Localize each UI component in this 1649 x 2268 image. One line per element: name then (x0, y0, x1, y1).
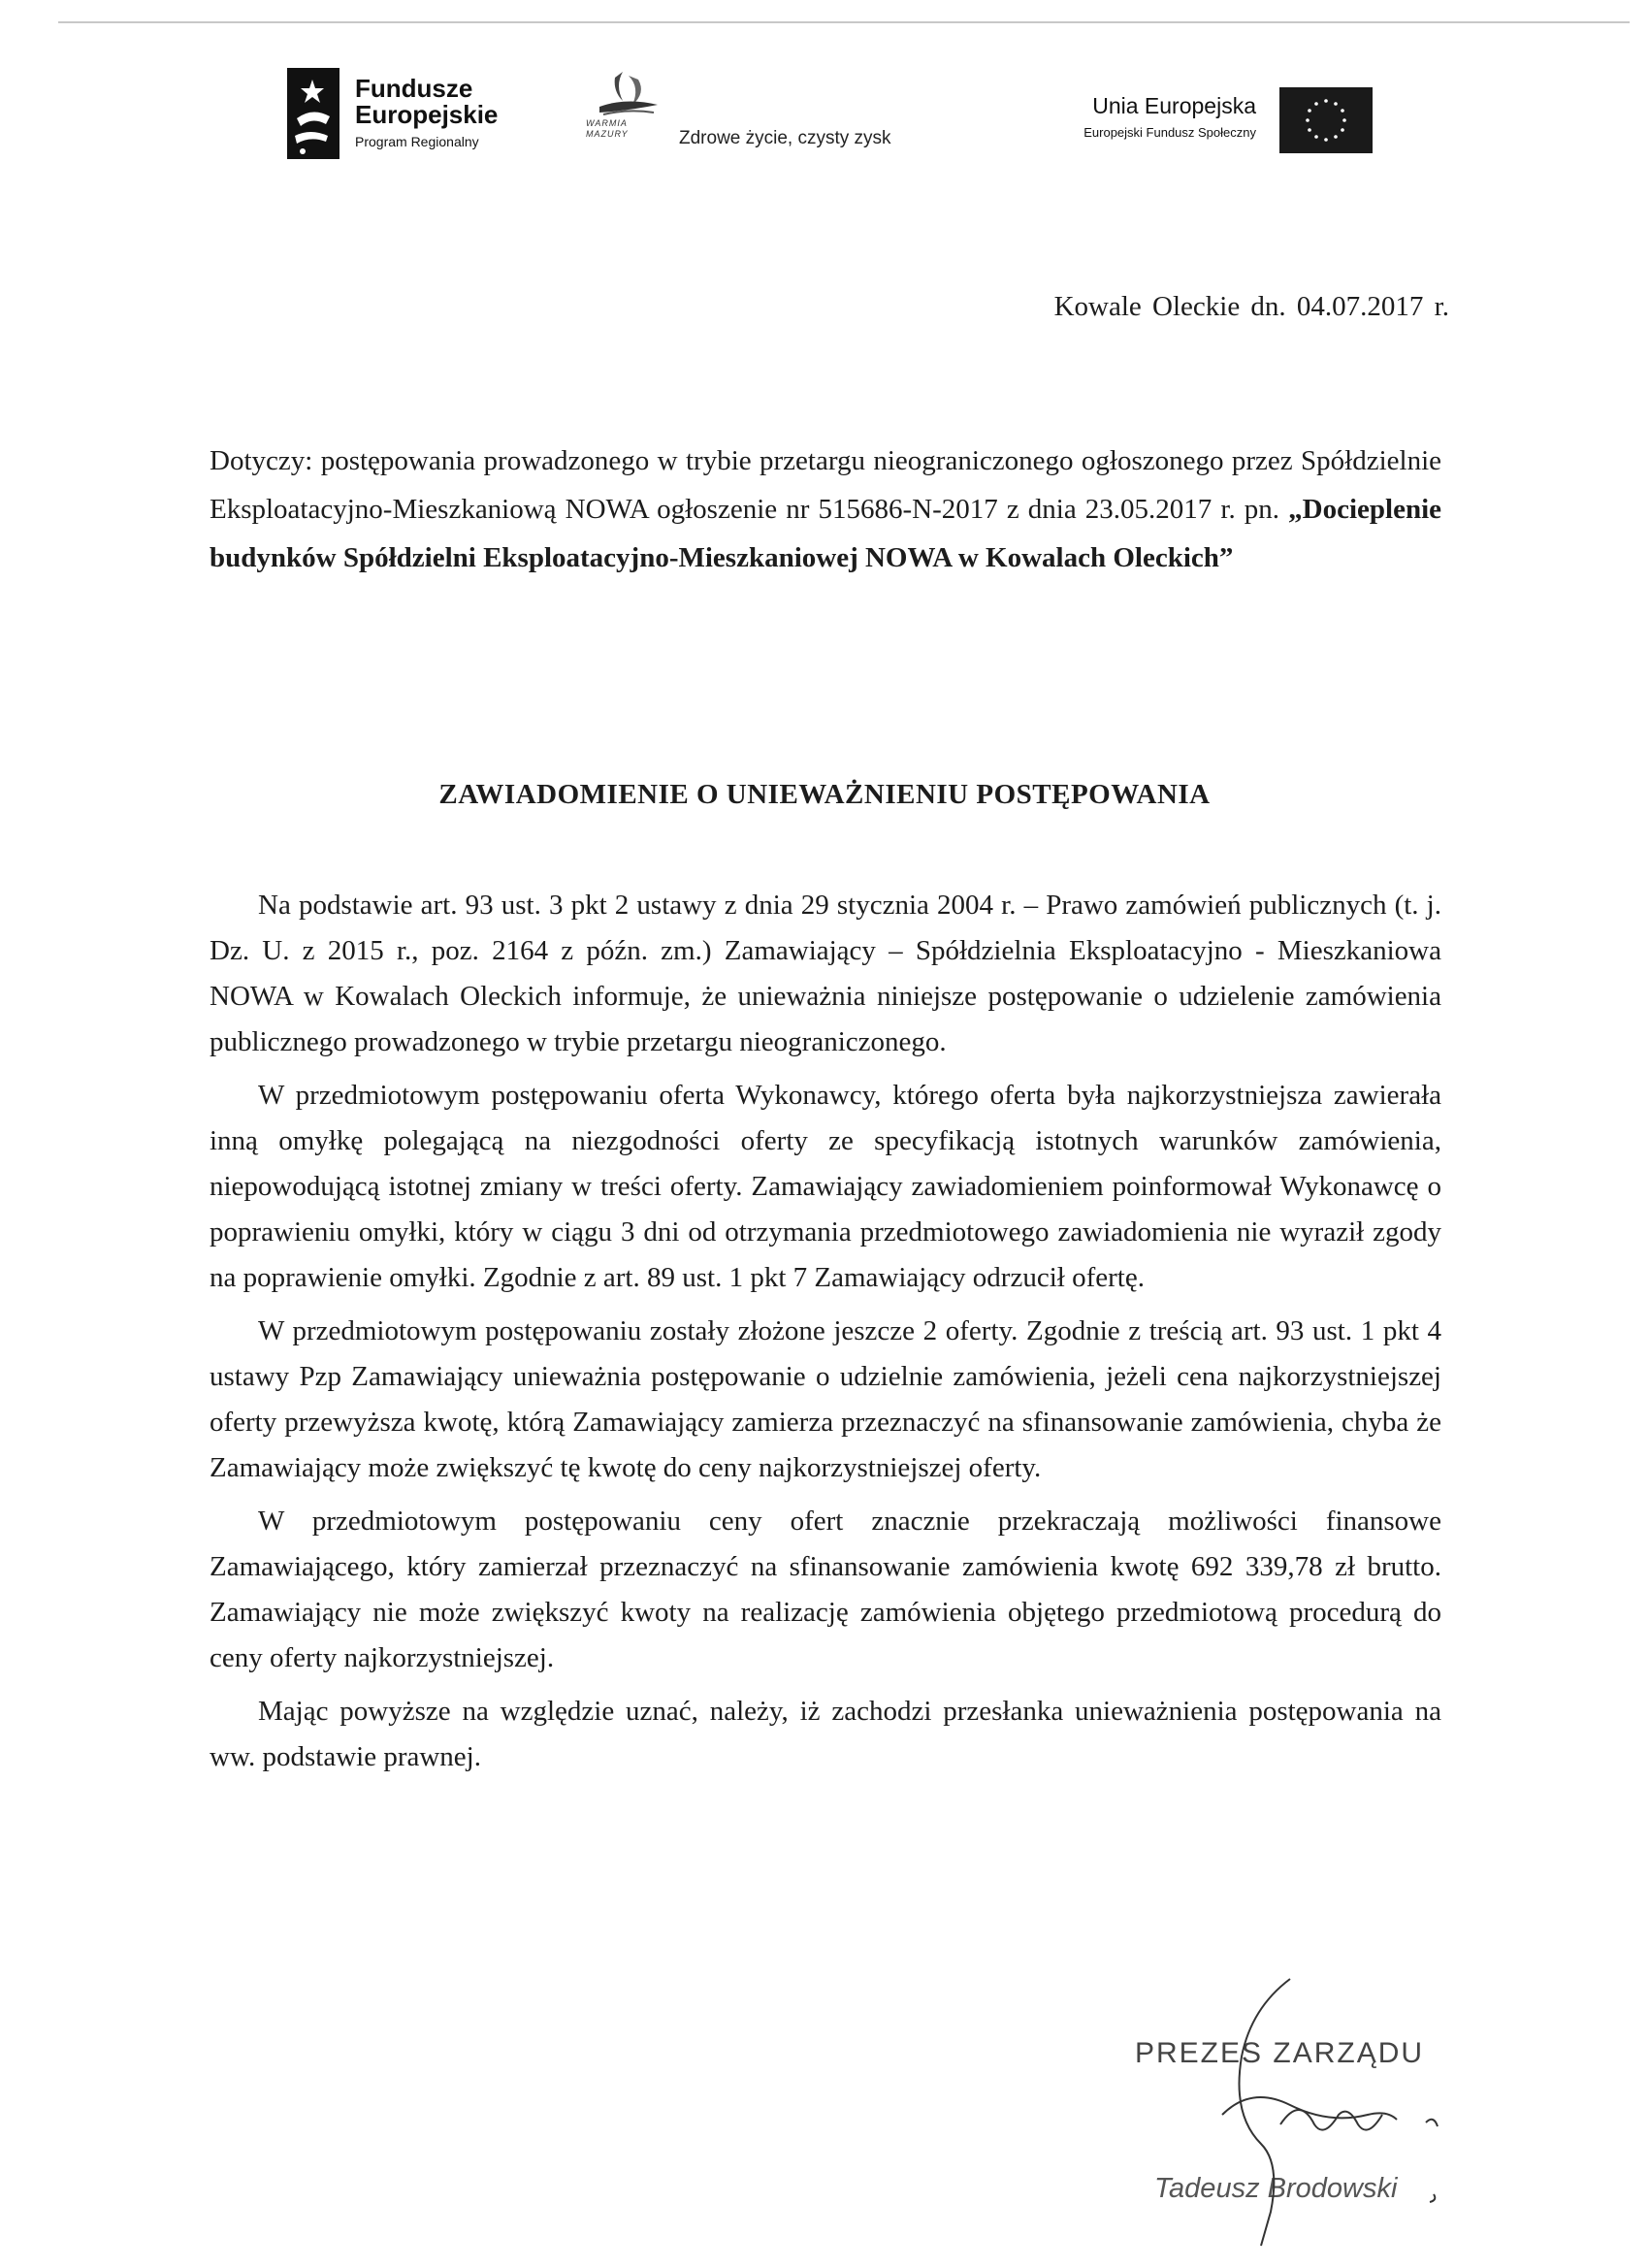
ue-logo-subtitle: Europejski Fundusz Społeczny (1083, 125, 1256, 140)
subject-intro: Dotyczy: postępowania prowadzonego w trybie przetargu nieograniczonego ogłoszonego przez Spółdzielnie Eksploatacyjno-Mieszkaniową NOWA ogłoszenie nr 515686-N-2017 z dnia 23.05.2017 r. pn. (210, 445, 1441, 525)
signature-stamp (1135, 2037, 1455, 2251)
handwritten-signature-icon (1135, 1969, 1455, 2251)
scan-top-rule (58, 21, 1630, 23)
paragraph: Mając powyższe na względzie uznać, należy, iż zachodzi przesłanka unieważnienia postępowania na ww. podstawie prawnej. (210, 1696, 1441, 1772)
fe-flag-icon (287, 68, 340, 159)
fe-logo-line3: Program Regionalny (355, 134, 479, 149)
wm-logo-sub2: MAZURY (586, 129, 629, 139)
signature-name: Tadeusz Brodowski (1154, 2173, 1398, 2204)
body-text (210, 883, 1441, 1788)
subject-title: „Docieplenie budynków Spółdzielni Eksploatacyjno-Mieszkaniowej NOWA w Kowalach Oleckich” (210, 494, 1441, 573)
paragraph: W przedmiotowym postępowaniu ceny ofert znacznie przekraczają możliwości finansowe Zamawiającego, który zamierzał przeznaczyć na sfinansowanie zamówienia kwotę 692 339,78 zł brutto. Zamawiający nie może zwiększyć kwoty na realizację zamówienia objętego przedmiotową procedurą do ceny oferty najkorzystniejszej. (210, 1506, 1441, 1673)
paragraph: W przedmiotowym postępowaniu zostały złożone jeszcze 2 oferty. Zgodnie z treścią art. 93 ust. 1 pkt 4 ustawy Pzp Zamawiający unieważnia postępowanie o udzielnie zamówienia, jeżeli cena najkorzystniejszej oferty przewyższa kwotę, którą Zamawiający zamierza przeznaczyć na sfinansowanie zamówienia, chyba że Zamawiający może zwiększyć tę kwotę do ceny najkorzystniejszej oferty. (210, 1315, 1441, 1483)
fe-logo-line1: Fundusze (355, 74, 473, 103)
document-heading: ZAWIADOMIENIE O UNIEWAŻNIENIU POSTĘPOWANIA (438, 779, 1211, 810)
paragraph: Na podstawie art. 93 ust. 3 pkt 2 ustawy z dnia 29 stycznia 2004 r. – Prawo zamówień publicznych (t. j. Dz. U. z 2015 r., poz. 2164 z późn. zm.) Zamawiający – Spółdzielnia Eksploatacyjno - Mieszkaniowa NOWA w Kowalach Oleckich informuje, że unieważnia niniejsze postępowanie o udzielenie zamówienia publicznego prowadzonego w trybie przetargu nieograniczonego. (210, 890, 1441, 1057)
signature-title: PREZES ZARZĄDU (1135, 2037, 1425, 2069)
eu-flag-icon (1279, 87, 1373, 153)
subject-block (210, 437, 1441, 582)
wm-logo-slogan: Zdrowe życie, czysty zysk (679, 128, 891, 148)
wm-logo-sub1: WARMIA (586, 118, 628, 128)
ue-logo-title: Unia Europejska (1092, 93, 1256, 118)
warmia-mazury-mark-icon (594, 68, 662, 126)
unia-europejska-logo (1004, 87, 1373, 165)
warmia-mazury-logo (572, 68, 980, 165)
paragraph: W przedmiotowym postępowaniu oferta Wykonawcy, którego oferta była najkorzystniejsza zawierała inną omyłkę polegającą na niezgodności oferty ze specyfikacją istotnych warunków zamówienia, niepowodującą istotnej zmiany w treści oferty. Zamawiający zawiadomieniem poinformował Wykonawcę o poprawieniu omyłki, który w ciągu 3 dni od otrzymania przedmiotowego zawiadomienia nie wyraził zgody na poprawienie omyłki. Zgodnie z art. 89 ust. 1 pkt 7 Zamawiający odrzucił ofertę. (210, 1080, 1441, 1293)
fe-logo-line2: Europejskie (355, 100, 499, 129)
place-date: Kowale Oleckie dn. 04.07.2017 r. (1053, 291, 1449, 322)
